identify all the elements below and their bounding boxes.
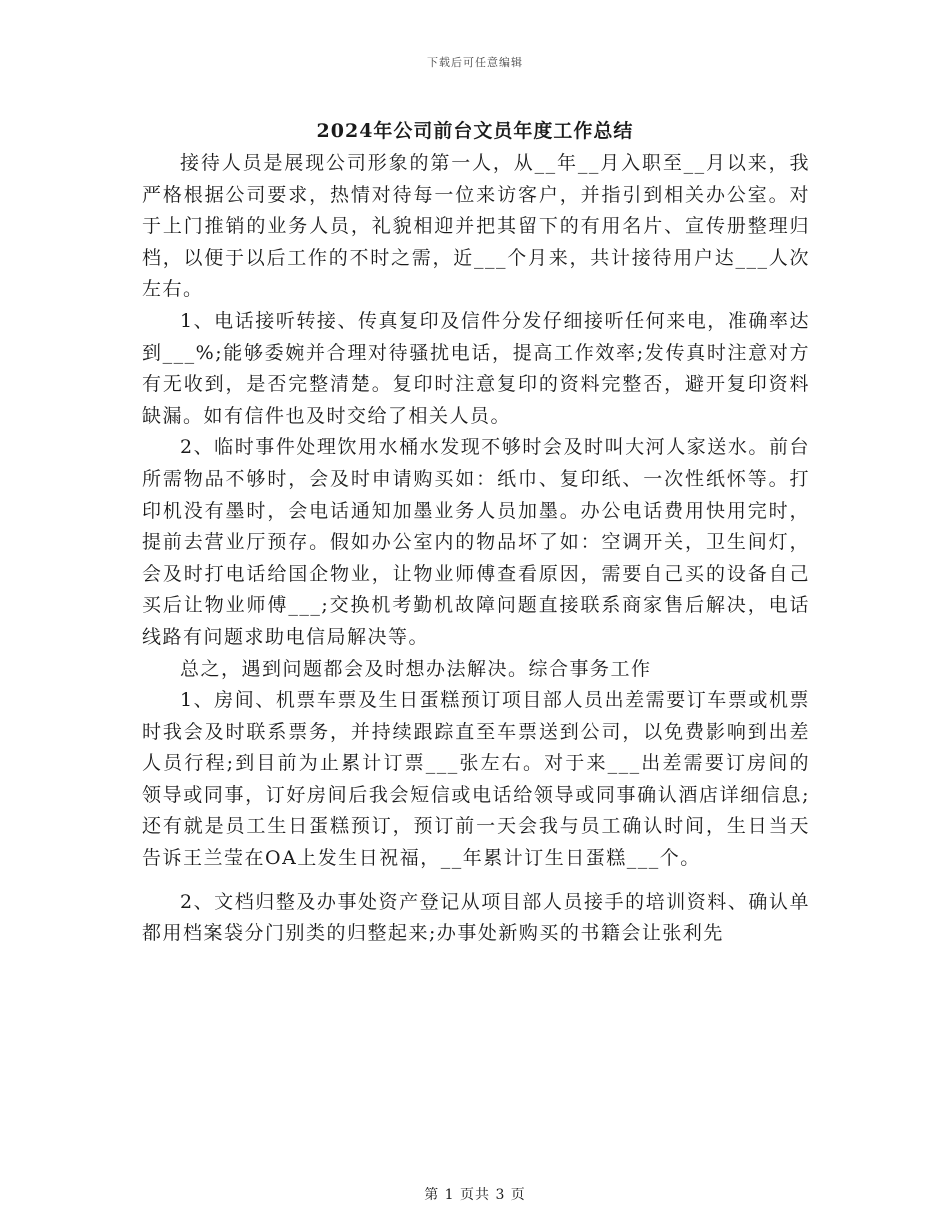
paragraph-summary: 总之，遇到问题都会及时想办法解决。综合事务工作 bbox=[180, 657, 652, 680]
document-title: 2024年公司前台文员年度工作总结 bbox=[316, 120, 634, 142]
page-footer: 第 1 页共 3 页 bbox=[424, 1187, 526, 1203]
paragraph-archiving: 2、文档归整及办事处资产登记从项目部人员接手的培训资料、确认单都用档案袋分门别类的归整起来;办事处新购买的书籍会让张利先 bbox=[142, 890, 810, 945]
paragraph-phone-fax: 1、电话接听转接、传真复印及信件分发仔细接听任何来电，准确率达到___%;能够委婉并合理对待骚扰电话，提高工作效率;发传真时注意对方有无收到，是否完整清楚。复印时注意复印的资料完整否，避开复印资料缺漏。如有信件也及时交给了相关人员。 bbox=[142, 309, 810, 427]
paragraph-temporary-events: 2、临时事件处理饮用水桶水发现不够时会及时叫大河人家送水。前台所需物品不够时，会及时申请购买如：纸巾、复印纸、一次性纸怀等。打印机没有墨时，会电话通知加墨业务人员加墨。办公电话费用快用完时，提前去营业厅预存。假如办公室内的物品坏了如：空调开关，卫生间灯，会及时打电话给国企物业，让物业师傅查看原因，需要自己买的设备自己买后让物业师傅___;交换机考勤机故障问题直接联系商家售后解决，电话线路有问题求助电信局解决等。 bbox=[142, 436, 810, 648]
paragraph-booking: 1、房间、机票车票及生日蛋糕预订项目部人员出差需要订车票或机票时我会及时联系票务，并持续跟踪直至车票送到公司，以免费影响到出差人员行程;到目前为止累计订票___张左右。对于来___出差需要订房间的领导或同事，订好房间后我会短信或电话给领导或同事确认酒店详细信息;还有就是员工生日蛋糕预订，预订前一天会我与员工确认时间，生日当天告诉王兰莹在OA上发生日祝福，__年累计订生日蛋糕___个。 bbox=[142, 689, 810, 870]
document-body bbox=[142, 148, 810, 950]
header-note: 下载后可任意编辑 bbox=[427, 56, 523, 69]
paragraph-reception: 接待人员是展现公司形象的第一人，从__年__月入职至__月以来，我严格根据公司要求，热情对待每一位来访客户，并指引到相关办公室。对于上门推销的业务人员，礼貌相迎并把其留下的有用名片、宣传册整理归档，以便于以后工作的不时之需，近___个月来，共计接待用户达___人次左右。 bbox=[142, 152, 810, 301]
